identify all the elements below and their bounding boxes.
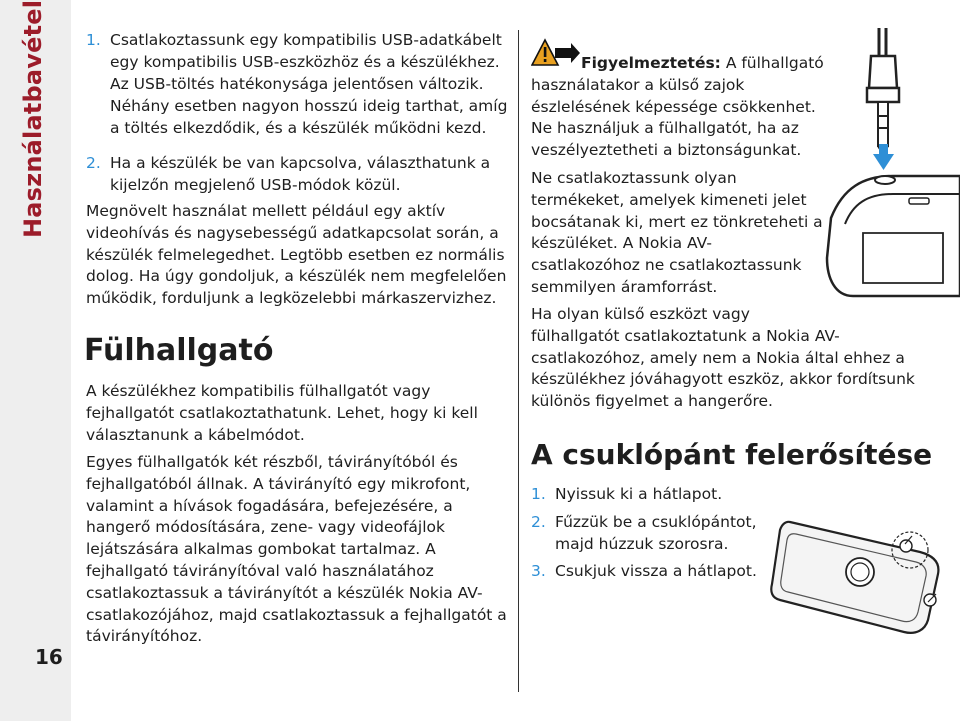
headset-connector-illustration: [823, 28, 960, 298]
column-divider: [518, 30, 519, 692]
section-title: Használatbavétel: [19, 0, 47, 238]
volume-caution-paragraph: Ha olyan külső eszközt vagy fülhallgatót csatlakoztatunk a Nokia AV- csatlakozóhoz, amely nem a Nokia által ehhez a készülékhez jóváhagyott eszköz, akkor fordítsunk különös figyelmet a hangerőre.: [531, 305, 915, 411]
wrist-strap-step-2: 2. Fűzzük be a csuklópántot,: [531, 512, 757, 531]
wrist-strap-step-3: 3. Csukjuk vissza a hátlapot.: [531, 562, 757, 581]
wrist-strap-heading: A csuklópánt felerősítése: [531, 438, 933, 471]
heat-paragraph: Megnövelt használat mellett például egy aktív videohívás és nagysebességű adatkapcsolat során, a készülék felmelegedhet. Legtöbb esetben ez normális dolog. Ha úgy gondoljuk, a készülék nem megfelelően működik, forduljunk a legközelebbi márkaszervizhez.: [86, 202, 507, 308]
headset-paragraph-2: Egyes fülhallgatók két részből, távirányítóból és fejhallgatóból állnak. A távirányító egy mikrofont, valamint a hívások fogadására, befejezésére, a hangerő módosítására, zene- vagy videofájlok lejátszására alkalmas gombokat tartalmaz. A fejhallgató távirányítóval való használatához csatlakoztassuk a távirányítót a készülék Nokia AV- csatlakozójához, majd csatlakoztassuk a fejhallgatót a távirányítóhoz.: [86, 453, 507, 646]
wrist-strap-steps: 1. Nyissuk ki a hátlapot. 2. Fűzzük be a csuklópántot, majd húzzuk szorosra. 3. Csukjuk vissza a hátlapot.: [531, 484, 757, 583]
sidebar: [0, 0, 71, 721]
headset-heading: Fülhallgató: [84, 333, 274, 368]
power-source-paragraph: Ne csatlakoztassunk olyan termékeket, amelyek kimeneti jelet bocsátanak ki, mert ez tönkreteheti a készüléket. A Nokia AV- csatlakozóhoz ne csatlakoztassunk semmilyen áramforrást.: [531, 169, 823, 296]
wrist-strap-step-1: 1. Nyissuk ki a hátlapot.: [531, 485, 723, 503]
step-1: 1. Csatlakoztassunk egy kompatibilis USB-adatkábelt egy kompatibilis USB-eszközhöz és a készülékhez.: [86, 31, 502, 71]
wrist-strap-illustration: [770, 512, 955, 637]
page-number: 16: [35, 645, 63, 669]
step-2: 2. Ha a készülék be van kapcsolva, választhatunk a kijelzőn megjelenő USB-módok közül.: [86, 154, 491, 194]
usb-charging-note: Az USB-töltés hatékonysága jelentősen változik. Néhány esetben nagyon hosszú ideig tarthat, amíg a töltés elkezdődik, és a készülék működni kezd.: [110, 75, 508, 137]
headset-paragraph-1: A készülékhez kompatibilis fülhallgatót vagy fejhallgatót csatlakoztathatunk. Lehet, hogy ki kell választanunk a kábelmódot.: [86, 382, 478, 444]
warning-box: Figyelmeztetés: A fülhallgató használatakor a külső zajok észlelésének képessége csökkenhet. Ne használjuk a fülhallgatót, ha az veszélyeztetheti a biztonságunkat.: [531, 54, 824, 160]
